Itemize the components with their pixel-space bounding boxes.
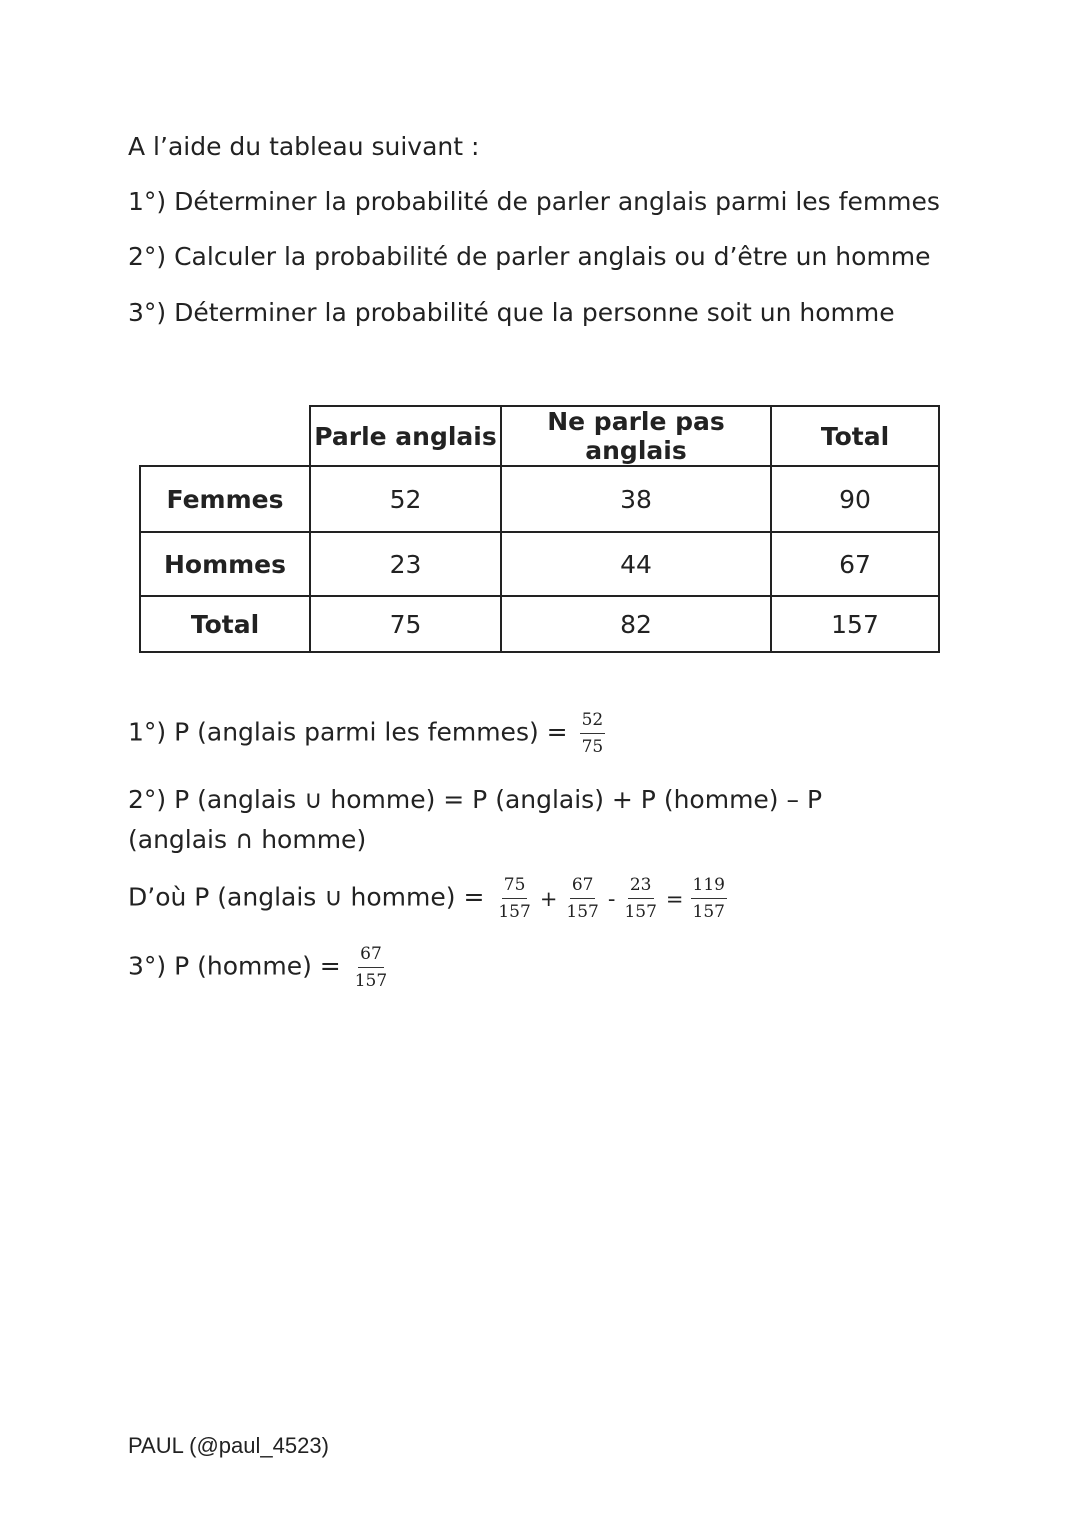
answer-3-text: 3°) P (homme) = xyxy=(128,951,341,981)
fraction xyxy=(622,875,658,922)
table-cell: 23 xyxy=(310,532,501,596)
fraction-numerator: 67 xyxy=(570,875,596,899)
table-cell: 75 xyxy=(310,596,501,652)
answer-3 xyxy=(128,944,393,991)
fraction-denominator: 75 xyxy=(581,737,604,757)
table-cell: 67 xyxy=(771,532,939,596)
question-1: 1°) Déterminer la probabilité de parler anglais parmi les femmes xyxy=(128,187,940,216)
table-header-cell: Total xyxy=(771,406,939,466)
row-label: Hommes xyxy=(140,532,310,596)
table-header-cell: Ne parle pas anglais xyxy=(501,406,771,466)
table-cell: 82 xyxy=(501,596,771,652)
equals-operator: = xyxy=(665,886,684,911)
fraction-denominator: 157 xyxy=(692,902,725,922)
row-label: Femmes xyxy=(140,466,310,532)
fraction xyxy=(580,710,606,757)
fraction-denominator: 157 xyxy=(566,902,599,922)
fraction xyxy=(691,875,727,922)
table-row xyxy=(140,532,939,596)
question-2: 2°) Calculer la probabilité de parler anglais ou d’être un homme xyxy=(128,242,931,271)
table-cell: 90 xyxy=(771,466,939,532)
table-header-cell: Parle anglais xyxy=(310,406,501,466)
fraction-numerator: 119 xyxy=(691,875,727,899)
fraction-numerator: 67 xyxy=(358,944,384,968)
fraction-denominator: 157 xyxy=(354,971,388,991)
answer-1 xyxy=(128,710,609,757)
table-header-row xyxy=(140,406,939,466)
intro-text: A l’aide du tableau suivant : xyxy=(128,132,480,161)
minus-operator: - xyxy=(607,886,616,911)
table-corner-cell xyxy=(140,406,310,466)
fraction-numerator: 52 xyxy=(580,710,606,734)
table-cell: 38 xyxy=(501,466,771,532)
fraction-denominator: 157 xyxy=(498,902,531,922)
table-cell: 52 xyxy=(310,466,501,532)
table-cell: 157 xyxy=(771,596,939,652)
table-cell: 44 xyxy=(501,532,771,596)
question-3: 3°) Déterminer la probabilité que la personne soit un homme xyxy=(128,298,895,327)
answer-1-text: 1°) P (anglais parmi les femmes) = xyxy=(128,717,568,747)
contingency-table xyxy=(139,405,940,653)
row-label: Total xyxy=(140,596,310,652)
table-row xyxy=(140,596,939,652)
fraction xyxy=(564,875,600,922)
fraction-denominator: 157 xyxy=(624,902,657,922)
answer-2: 2°) P (anglais ∪ homme) = P (anglais) + P (homme) – P (anglais ∩ homme) xyxy=(128,785,823,854)
fraction-numerator: 23 xyxy=(628,875,654,899)
fraction xyxy=(353,944,389,991)
author-footer: PAUL (@paul_4523) xyxy=(128,1433,329,1458)
answer-2-result-text: D’où P (anglais ∪ homme) = xyxy=(128,882,485,912)
fraction xyxy=(496,875,532,922)
answer-2-result xyxy=(128,875,731,922)
table-row xyxy=(140,466,939,532)
plus-operator: + xyxy=(539,886,558,911)
fraction-numerator: 75 xyxy=(502,875,528,899)
